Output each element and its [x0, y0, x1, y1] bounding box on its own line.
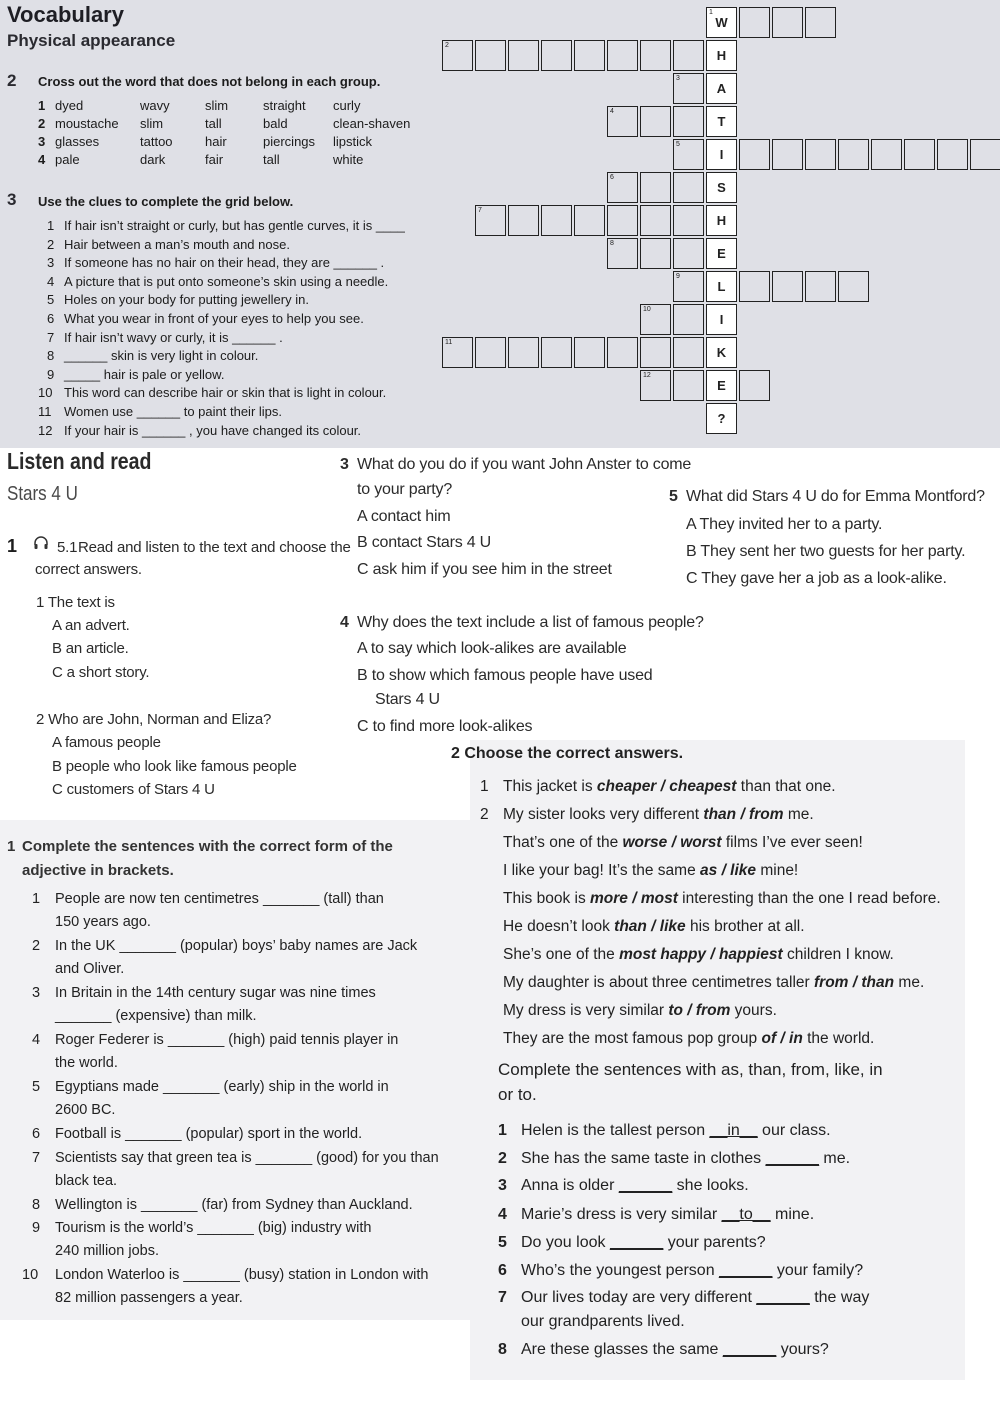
choice-options[interactable]: to / from — [668, 1002, 731, 1019]
question-text: 1 The text is — [36, 594, 115, 611]
item-number: 7 — [498, 1289, 507, 1306]
sentence-pre: My daughter is about three centimetres taller — [503, 974, 815, 991]
sentence-pre: Marie’s dress is very similar — [521, 1206, 722, 1223]
question-text: 2 Who are John, Norman and Eliza? — [36, 711, 272, 728]
choice-sentence — [503, 890, 941, 908]
clue-number: 5 — [47, 292, 55, 308]
answer-option[interactable]: A They invited her to a party. — [686, 516, 883, 533]
crossword-cell[interactable] — [640, 40, 671, 71]
crossword-clue-number: 3 — [676, 75, 680, 82]
crossword-cell[interactable] — [508, 205, 539, 236]
crossword-letter: S — [717, 180, 726, 195]
answer-blank[interactable]: ______ — [765, 1150, 819, 1167]
word-option[interactable]: slim — [205, 98, 229, 113]
crossword-cell[interactable] — [541, 40, 572, 71]
answer-option-cont: Stars 4 U — [375, 691, 440, 708]
word-option[interactable]: dark — [140, 152, 166, 167]
choice-sentence — [503, 834, 863, 852]
word-option[interactable]: moustache — [55, 116, 119, 131]
clue-number: 7 — [47, 329, 55, 345]
sentence-pre: Who’s the youngest person — [521, 1262, 720, 1279]
sentence-number: 5 — [32, 1079, 41, 1095]
sentence-pre: Are these glasses the same — [521, 1341, 723, 1358]
sentence-text: Roger Federer is _______ (high) paid tennis player in — [55, 1032, 399, 1048]
crossword-key-cell[interactable] — [706, 271, 737, 302]
crossword-letter: H — [716, 213, 727, 228]
sentence-pre: Anna is older — [521, 1177, 619, 1194]
crossword-cell[interactable] — [607, 337, 638, 368]
crossword-letter: I — [719, 147, 724, 162]
sentence-post: yours? — [776, 1341, 829, 1358]
crossword-letter: ? — [717, 411, 726, 426]
crossword-cell[interactable] — [541, 337, 572, 368]
sentence-post: the way — [809, 1289, 870, 1306]
sentence-number: 6 — [32, 1126, 41, 1142]
crossword-cell[interactable] — [673, 337, 704, 368]
answer-option[interactable]: A to say which look-alikes are available — [357, 640, 627, 657]
crossword-key-cell[interactable] — [706, 403, 737, 434]
crossword-key-cell[interactable] — [706, 139, 737, 170]
crossword-letter: A — [716, 81, 727, 96]
crossword-cell[interactable] — [673, 40, 704, 71]
answer-blank[interactable]: ______ — [756, 1289, 810, 1306]
sentence-pre: Do you look — [521, 1234, 610, 1251]
row-number: 1 — [38, 98, 46, 113]
item-number: 6 — [498, 1262, 507, 1279]
crossword-cell[interactable] — [640, 205, 671, 236]
answer-blank[interactable]: ______ — [719, 1262, 773, 1279]
crossword-letter: L — [717, 279, 726, 294]
sentence-text-cont: the world. — [55, 1055, 118, 1071]
crossword-cell[interactable] — [640, 337, 671, 368]
exercise-instruction: Read and listen to the text and choose the — [78, 539, 351, 556]
crossword-cell[interactable] — [871, 139, 902, 170]
clue-text: What you wear in front of your eyes to help you see. — [64, 311, 364, 326]
choice-sentence — [503, 1002, 777, 1020]
clue-number: 1 — [47, 218, 55, 233]
clue-text: A picture that is put onto someone’s skin using a needle. — [64, 273, 389, 289]
sentence-pre: That’s one of the — [503, 834, 623, 851]
question-number: 5 — [669, 488, 678, 505]
crossword-cell[interactable] — [805, 139, 836, 170]
word-option[interactable]: tall — [205, 116, 222, 131]
exercise-instruction: Cross out the word that does not belong in each group. — [38, 74, 381, 89]
row-number: 2 — [38, 116, 46, 131]
answer-option[interactable]: A famous people — [52, 734, 161, 751]
row-number: 4 — [38, 152, 46, 167]
word-option[interactable]: glasses — [55, 134, 100, 149]
choice-options[interactable]: most happy / happiest — [619, 946, 783, 963]
exercise-number: 1 — [7, 536, 18, 556]
sentence-pre: our grandparents lived. — [521, 1313, 685, 1330]
crossword-cell[interactable] — [838, 139, 869, 170]
sentence-text-cont: 240 million jobs. — [55, 1243, 159, 1259]
exercise-number: 1 — [7, 838, 16, 855]
clue-number: 12 — [38, 422, 53, 438]
crossword-cell[interactable] — [673, 370, 704, 401]
word-option[interactable]: clean-shaven — [333, 116, 411, 131]
crossword-key-cell[interactable] — [706, 73, 737, 104]
item-number: 2 — [480, 806, 489, 823]
answer-option[interactable]: B They sent her two guests for her party. — [686, 543, 966, 560]
answer-option[interactable]: C a short story. — [52, 664, 150, 681]
exercise-heading-cont: or to. — [498, 1085, 537, 1104]
crossword-letter: I — [719, 312, 724, 327]
crossword-letter: W — [715, 15, 728, 30]
crossword-cell[interactable] — [541, 205, 572, 236]
sentence-pre: They are the most famous pop group — [503, 1030, 762, 1047]
sentence-pre: My sister looks very different — [503, 806, 704, 823]
crossword-cell[interactable] — [640, 238, 671, 269]
crossword-key-cell[interactable] — [706, 337, 737, 368]
sentence-post: your parents? — [663, 1234, 766, 1251]
choice-sentence — [503, 862, 798, 880]
clue-number: 2 — [47, 236, 55, 252]
crossword-key-cell[interactable] — [706, 238, 737, 269]
clue-number: 3 — [47, 255, 55, 271]
clue-text: Holes on your body for putting jewellery in. — [64, 292, 309, 308]
crossword-cell[interactable] — [838, 271, 869, 302]
crossword-key-cell[interactable] — [706, 304, 737, 335]
word-option[interactable]: white — [333, 152, 364, 167]
choice-options[interactable]: cheaper / cheapest — [596, 778, 737, 795]
sentence-text: In the UK _______ (popular) boys’ baby names are Jack — [55, 938, 418, 954]
sentence-post: his brother at all. — [685, 918, 805, 935]
clue-text: Hair between a man’s mouth and nose. — [64, 236, 290, 252]
clue-text: If someone has no hair on their head, they are ______ . — [64, 255, 385, 271]
fill-sentence — [521, 1122, 831, 1140]
crossword-clue-number: 10 — [643, 306, 651, 313]
word-option[interactable]: piercings — [263, 134, 316, 149]
exercise-instruction: Complete the sentences with the correct form of the — [22, 838, 393, 855]
fill-sentence — [521, 1177, 749, 1195]
crossword-cell[interactable] — [739, 139, 770, 170]
answer-blank[interactable]: __in__ — [709, 1122, 758, 1139]
sentence-number: 1 — [32, 891, 41, 907]
fill-sentence — [521, 1341, 829, 1359]
crossword-cell[interactable] — [805, 271, 836, 302]
question-number: 4 — [340, 614, 349, 631]
clue-text: ______ skin is very light in colour. — [64, 348, 259, 364]
crossword-clue-number: 12 — [643, 372, 651, 379]
clue-number: 10 — [38, 385, 53, 401]
sentence-post: interesting than the one I read before. — [677, 890, 941, 907]
crossword-clue-number: 9 — [676, 273, 680, 280]
sentence-text-cont: 2600 BC. — [55, 1102, 116, 1118]
section-title-listen-and-read: Listen and read — [7, 448, 152, 474]
sentence-post: the world. — [802, 1030, 875, 1047]
crossword-cell[interactable] — [805, 7, 836, 38]
sentence-text: In Britain in the 14th century sugar was nine times — [55, 985, 376, 1001]
crossword-clue-number: 2 — [445, 42, 449, 49]
section-title-vocabulary: Vocabulary — [7, 2, 124, 27]
word-option[interactable]: fair — [205, 152, 224, 167]
question-text: What do you do if you want John Anster to come — [357, 456, 692, 473]
word-option[interactable]: lipstick — [333, 134, 373, 149]
crossword-key-cell[interactable] — [706, 106, 737, 137]
crossword-cell[interactable] — [508, 337, 539, 368]
word-option[interactable]: tall — [263, 152, 280, 167]
sentence-text-cont: 150 years ago. — [55, 914, 151, 930]
question-number: 3 — [340, 456, 349, 473]
sentence-number: 9 — [32, 1220, 41, 1236]
word-option[interactable]: bald — [263, 116, 288, 131]
fill-sentence — [521, 1150, 850, 1168]
choice-sentence — [503, 806, 814, 824]
sentence-text: London Waterloo is _______ (busy) station in London with — [55, 1267, 429, 1283]
word-option[interactable]: slim — [140, 116, 164, 131]
crossword-clue-number: 7 — [478, 207, 482, 214]
answer-blank[interactable]: ______ — [609, 1234, 664, 1251]
word-option[interactable]: wavy — [140, 98, 170, 113]
sentence-number: 10 — [22, 1267, 39, 1283]
crossword-letter: E — [717, 246, 726, 261]
crossword-cell[interactable] — [574, 205, 605, 236]
crossword-cell[interactable] — [772, 139, 803, 170]
section-subtitle-physical-appearance: Physical appearance — [7, 31, 176, 50]
crossword-clue-number: 8 — [610, 240, 614, 247]
sentence-text: People are now ten centimetres _______ (tall) than — [55, 891, 384, 907]
question-text: Why does the text include a list of famous people? — [357, 614, 704, 631]
choice-options[interactable]: worse / worst — [622, 834, 722, 851]
sentence-post: me. — [783, 806, 814, 823]
choice-sentence — [503, 974, 924, 992]
choice-sentence — [503, 918, 805, 936]
exercise-instruction-cont: adjective in brackets. — [22, 862, 174, 879]
answer-option[interactable]: C to find more look-alikes — [357, 718, 533, 735]
answer-blank[interactable]: ______ — [722, 1341, 777, 1358]
choice-options[interactable]: as / like — [700, 862, 757, 879]
crossword-cell[interactable] — [673, 238, 704, 269]
answer-option[interactable]: C ask him if you see him in the street — [357, 561, 612, 578]
crossword-cell[interactable] — [673, 205, 704, 236]
crossword-cell[interactable] — [937, 139, 968, 170]
crossword-cell[interactable] — [970, 139, 1000, 170]
word-option[interactable]: hair — [205, 134, 227, 149]
sentence-number: 2 — [32, 938, 41, 954]
crossword-clue-number: 5 — [676, 141, 680, 148]
word-option[interactable]: dyed — [55, 98, 84, 113]
crossword-cell[interactable] — [673, 172, 704, 203]
choice-sentence — [503, 1030, 874, 1048]
word-option[interactable]: tattoo — [140, 134, 173, 149]
crossword-letter: T — [717, 114, 726, 129]
sentence-text-cont: 82 million passengers a year. — [55, 1290, 243, 1306]
exercise-heading: 2 Choose the correct answers. — [451, 745, 684, 762]
sentence-number: 7 — [32, 1150, 41, 1166]
answer-option[interactable]: B an article. — [52, 640, 129, 657]
answer-option[interactable]: A an advert. — [52, 617, 130, 634]
crossword-clue-number: 1 — [709, 9, 713, 16]
crossword-key-cell[interactable] — [706, 40, 737, 71]
sentence-pre: He doesn’t look — [503, 918, 615, 935]
crossword-cell[interactable] — [475, 40, 506, 71]
item-number: 3 — [498, 1177, 507, 1194]
sentence-post: mine. — [770, 1206, 815, 1223]
section-subtitle-stars-4-u: Stars 4 U — [7, 483, 78, 505]
exercise-number: 3 — [7, 190, 17, 209]
clue-text: If hair isn’t wavy or curly, it is ______ . — [64, 329, 283, 345]
word-option[interactable]: pale — [55, 152, 80, 167]
item-number: 2 — [498, 1150, 507, 1167]
sentence-text: Football is _______ (popular) sport in the world. — [55, 1126, 363, 1142]
crossword-letter: K — [716, 345, 727, 360]
sentence-text: Wellington is _______ (far) from Sydney than Auckland. — [55, 1197, 413, 1213]
sentence-number: 4 — [32, 1032, 41, 1048]
item-number: 5 — [498, 1234, 507, 1251]
exercise-number: 2 — [7, 71, 17, 90]
item-number: 1 — [480, 778, 489, 795]
word-option[interactable]: straight — [263, 98, 306, 113]
sentence-text-cont: black tea. — [55, 1173, 118, 1189]
sentence-text: Tourism is the world’s _______ (big) industry with — [55, 1220, 372, 1236]
choice-sentence — [503, 778, 836, 796]
clue-text: _____ hair is pale or yellow. — [64, 366, 225, 382]
item-number: 8 — [498, 1341, 507, 1358]
crossword-letter: H — [716, 48, 727, 63]
answer-option[interactable]: B people who look like famous people — [52, 758, 297, 775]
crossword-cell[interactable] — [673, 304, 704, 335]
sentence-number: 3 — [32, 985, 41, 1001]
sentence-pre: Helen is the tallest person — [521, 1122, 710, 1139]
exercise-instruction: Use the clues to complete the grid below. — [38, 194, 294, 209]
crossword-cell[interactable] — [640, 106, 671, 137]
sentence-text-cont: _______ (expensive) than milk. — [55, 1008, 257, 1024]
sentence-pre: This book is — [503, 890, 591, 907]
choice-options[interactable]: than / from — [703, 806, 784, 823]
sentence-text-cont: and Oliver. — [55, 961, 125, 977]
sentence-post: yours. — [730, 1002, 777, 1019]
answer-option[interactable]: C They gave her a job as a look-alike. — [686, 570, 947, 587]
clue-number: 8 — [47, 348, 55, 364]
crossword-clue-number: 6 — [610, 174, 614, 181]
sentence-post: than that one. — [736, 778, 836, 795]
crossword-clue-number: 4 — [610, 108, 614, 115]
crossword-cell[interactable] — [574, 337, 605, 368]
answer-blank[interactable]: __to__ — [721, 1206, 771, 1223]
clue-text: If hair isn’t straight or curly, but has gentle curves, it is ____ — [64, 218, 405, 233]
sentence-post: me. — [818, 1150, 851, 1167]
crossword-cell[interactable] — [904, 139, 935, 170]
crossword-cell[interactable] — [739, 271, 770, 302]
sentence-text: Scientists say that green tea is _______ (good) for you than — [55, 1150, 439, 1166]
answer-option[interactable]: A contact him — [357, 508, 451, 525]
clue-number: 4 — [47, 273, 55, 289]
crossword-cell[interactable] — [739, 370, 770, 401]
crossword-key-cell[interactable] — [706, 370, 737, 401]
crossword-cell[interactable] — [475, 337, 506, 368]
choice-options[interactable]: of / in — [761, 1030, 803, 1047]
exercise-heading: Complete the sentences with as, than, from, like, in — [498, 1060, 883, 1079]
headphones-icon — [33, 535, 49, 556]
sentence-pre: Our lives today are very different — [521, 1289, 757, 1306]
fill-sentence — [521, 1262, 863, 1280]
choice-options[interactable]: more / most — [590, 890, 678, 907]
sentence-post: our class. — [757, 1122, 831, 1139]
sentence-post: me. — [894, 974, 925, 991]
clue-text: Women use ______ to paint their lips. — [64, 404, 283, 419]
answer-option[interactable]: C customers of Stars 4 U — [52, 781, 215, 798]
row-number: 3 — [38, 134, 46, 149]
clue-text: If your hair is ______ , you have changed its colour. — [64, 422, 362, 438]
answer-blank[interactable]: ______ — [618, 1177, 673, 1194]
question-text: What did Stars 4 U do for Emma Montford? — [686, 488, 985, 505]
clue-number: 9 — [47, 366, 55, 382]
crossword-cell[interactable] — [574, 40, 605, 71]
answer-option[interactable]: B contact Stars 4 U — [357, 534, 492, 551]
clue-number: 6 — [47, 311, 55, 326]
sentence-post: children I know. — [782, 946, 894, 963]
word-option[interactable]: curly — [333, 98, 361, 113]
choice-options[interactable]: than / like — [614, 918, 686, 935]
crossword-cell[interactable] — [607, 40, 638, 71]
crossword-cell[interactable] — [508, 40, 539, 71]
fill-sentence — [521, 1289, 869, 1307]
crossword-cell[interactable] — [739, 7, 770, 38]
fill-sentence — [521, 1234, 766, 1252]
sentence-pre: I like your bag! It’s the same — [503, 862, 701, 879]
exercise-instruction-cont: correct answers. — [35, 561, 142, 578]
crossword-cell[interactable] — [673, 106, 704, 137]
sentence-post: films I’ve ever seen! — [721, 834, 863, 851]
crossword-cell[interactable] — [607, 205, 638, 236]
sentence-post: your family? — [772, 1262, 864, 1279]
crossword-key-cell[interactable] — [706, 172, 737, 203]
sentence-post: she looks. — [672, 1177, 749, 1194]
sentence-pre: This jacket is — [503, 778, 597, 795]
clue-text: This word can describe hair or skin that is light in colour. — [64, 385, 387, 401]
crossword-cell[interactable] — [772, 271, 803, 302]
clue-number: 11 — [38, 404, 52, 419]
audio-track-number: 5.1 — [57, 539, 78, 556]
sentence-pre: My dress is very similar — [503, 1002, 669, 1019]
crossword-key-cell[interactable] — [706, 205, 737, 236]
sentence-post: mine! — [756, 862, 799, 879]
fill-sentence — [521, 1313, 685, 1331]
sentence-pre: She has the same taste in clothes — [521, 1150, 766, 1167]
crossword-clue-number: 11 — [445, 339, 453, 346]
crossword-cell[interactable] — [772, 7, 803, 38]
crossword-cell[interactable] — [640, 172, 671, 203]
item-number: 1 — [498, 1122, 507, 1139]
choice-sentence — [503, 946, 894, 964]
item-number: 4 — [498, 1206, 507, 1223]
crossword-letter: E — [717, 378, 726, 393]
choice-options[interactable]: from / than — [814, 974, 895, 991]
sentence-pre: She’s one of the — [503, 946, 620, 963]
question-text-cont: to your party? — [357, 481, 453, 498]
sentence-number: 8 — [32, 1197, 41, 1213]
fill-sentence — [521, 1206, 814, 1224]
answer-option[interactable]: B to show which famous people have used — [357, 667, 653, 684]
sentence-text: Egyptians made _______ (early) ship in the world in — [55, 1079, 389, 1095]
